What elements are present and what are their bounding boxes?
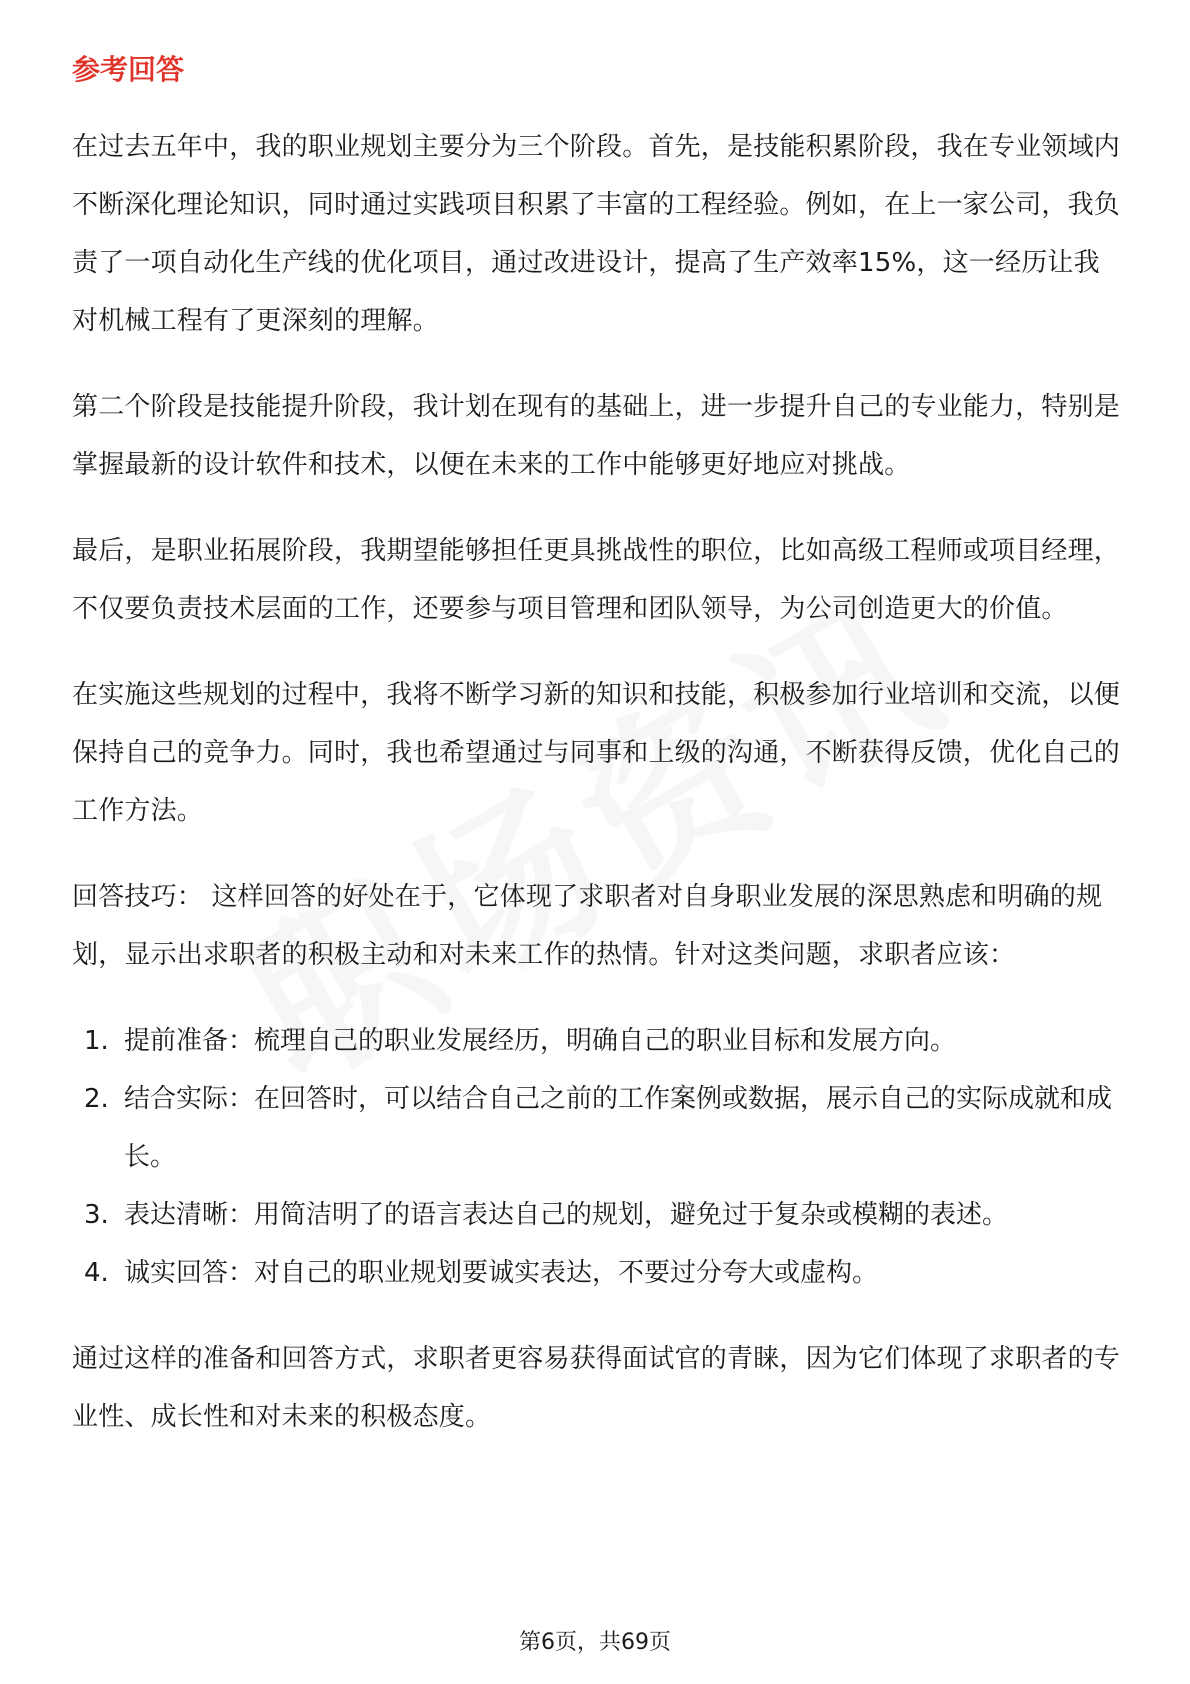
- list-text: 诚实回答：对自己的职业规划要诚实表达，不要过分夸大或虚构。: [124, 1258, 879, 1288]
- answer-paragraph-1: 在过去五年中，我的职业规划主要分为三个阶段。首先，是技能积累阶段，我在专业领域内不断深化理论知识，同时通过实践项目积累了丰富的工程经验。例如，在上一家公司，我负责了一项自动化生产线的优化项目，通过改进设计，提高了生产效率15%，这一经历让我对机械工程有了更深刻的理解。: [72, 132, 1121, 336]
- page-content: [72, 46, 1122, 1474]
- list-item: [72, 1186, 1122, 1244]
- list-number: 4.: [84, 1258, 109, 1288]
- list-item: [72, 1070, 1122, 1186]
- tips-list: [72, 1012, 1122, 1302]
- conclusion-paragraph: 通过这样的准备和回答方式，求职者更容易获得面试官的青睐，因为它们体现了求职者的专业性、成长性和对未来的积极态度。: [72, 1344, 1121, 1432]
- answer-paragraph-2: 第二个阶段是技能提升阶段，我计划在现有的基础上，进一步提升自己的专业能力，特别是掌握最新的设计软件和技术，以便在未来的工作中能够更好地应对挑战。: [72, 392, 1121, 480]
- list-number: 3.: [84, 1200, 109, 1230]
- tips-label: 回答技巧：: [72, 882, 204, 912]
- section-heading: 参考回答: [72, 53, 185, 86]
- tips-paragraph: [72, 868, 1122, 984]
- list-text: 提前准备：梳理自己的职业发展经历，明确自己的职业目标和发展方向。: [124, 1026, 957, 1056]
- answer-paragraph-3: 最后，是职业拓展阶段，我期望能够担任更具挑战性的职位，比如高级工程师或项目经理，不仅要负责技术层面的工作，还要参与项目管理和团队领导，为公司创造更大的价值。: [72, 536, 1121, 624]
- answer-paragraph-4: 在实施这些规划的过程中，我将不断学习新的知识和技能，积极参加行业培训和交流，以便保持自己的竞争力。同时，我也希望通过与同事和上级的沟通，不断获得反馈，优化自己的工作方法。: [72, 680, 1121, 826]
- page-number-footer: 第6页，共69页: [519, 1630, 671, 1655]
- list-text: 结合实际：在回答时，可以结合自己之前的工作案例或数据，展示自己的实际成就和成长。: [124, 1084, 1113, 1172]
- list-number: 2.: [84, 1084, 109, 1114]
- list-item: [72, 1012, 1122, 1070]
- tips-text: 这样回答的好处在于，它体现了求职者对自身职业发展的深思熟虑和明确的规划，显示出求职者的积极主动和对未来工作的热情。针对这类问题，求职者应该：: [72, 882, 1103, 970]
- list-number: 1.: [84, 1026, 109, 1056]
- list-text: 表达清晰：用简洁明了的语言表达自己的规划，避免过于复杂或模糊的表述。: [124, 1200, 1009, 1230]
- list-item: [72, 1244, 1122, 1302]
